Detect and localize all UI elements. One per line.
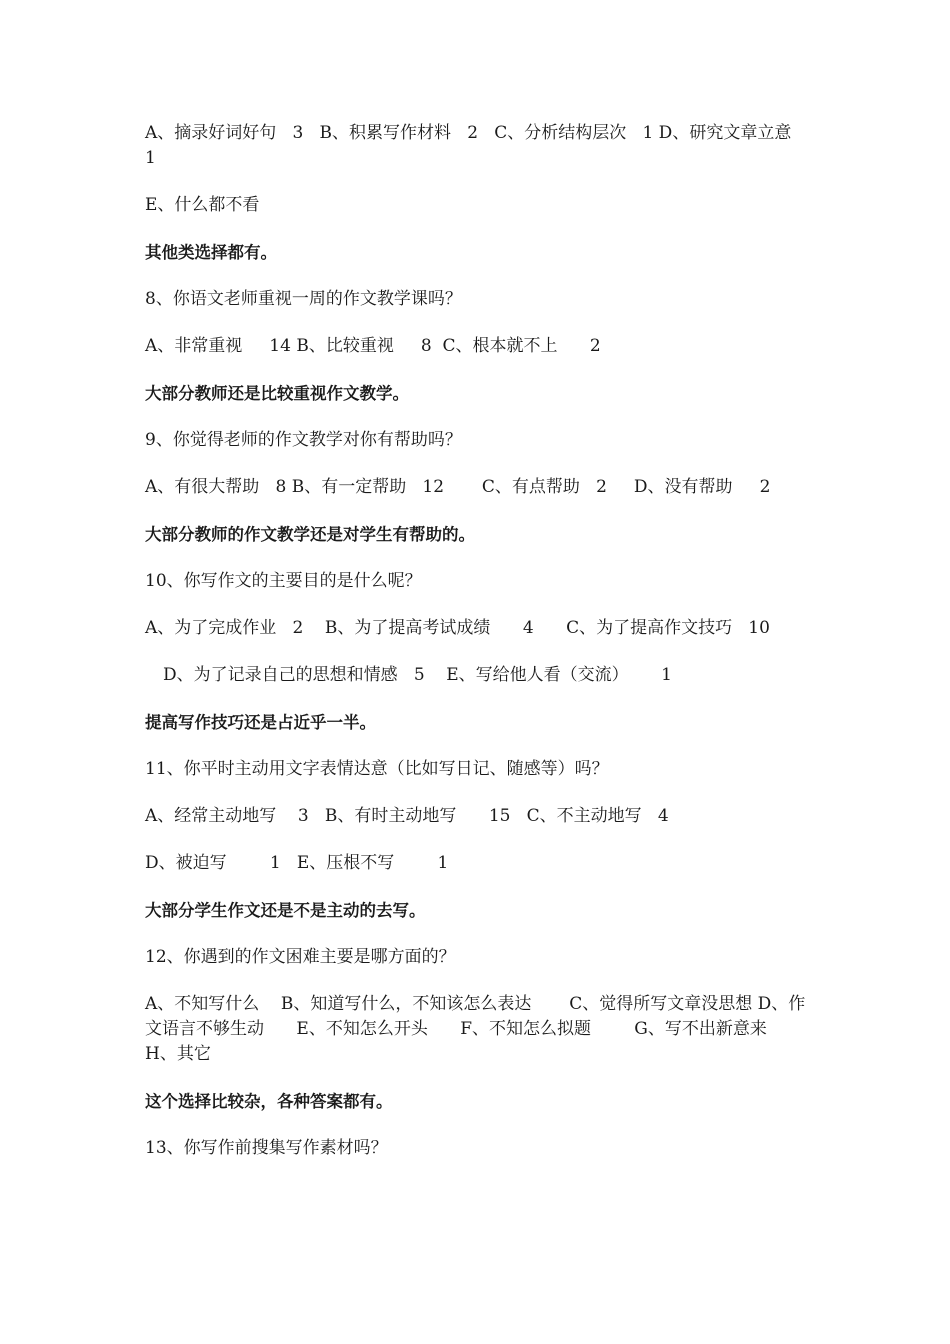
question-9: 9、你觉得老师的作文教学对你有帮助吗？ bbox=[145, 430, 462, 450]
paragraph-options-reading: A、摘录好词好句 3 B、积累写作材料 2 C、分析结构层次 1 D、研究文章立意 1 bbox=[145, 123, 808, 168]
paragraph-option-e: E、什么都不看 bbox=[145, 195, 260, 215]
options-question-12: A、不知写什么 B、知道写什么，不知该怎么表达 C、觉得所写文章没思想 D、作文语言不够生动 E、不知怎么开头 F、不知怎么拟题 G、写不出新意来 H、其它 bbox=[145, 994, 806, 1064]
question-11: 11、你平时主动用文字表情达意（比如写日记、随感等）吗？ bbox=[145, 759, 609, 779]
options-question-9: A、有很大帮助 8 B、有一定帮助 12 C、有点帮助 2 D、没有帮助 2 bbox=[145, 477, 771, 497]
question-12: 12、你遇到的作文困难主要是哪方面的？ bbox=[145, 947, 456, 967]
summary-question-10: 提高写作技巧还是占近乎一半。 bbox=[145, 713, 376, 732]
summary-question-8: 大部分教师还是比较重视作文教学。 bbox=[145, 384, 409, 403]
summary-reading: 其他类选择都有。 bbox=[145, 243, 277, 262]
summary-question-9: 大部分教师的作文教学还是对学生有帮助的。 bbox=[145, 525, 475, 544]
question-10: 10、你写作文的主要目的是什么呢？ bbox=[145, 571, 422, 591]
document-page bbox=[145, 121, 810, 1183]
options-question-10-a-c: A、为了完成作业 2 B、为了提高考试成绩 4 C、为了提高作文技巧 10 bbox=[145, 618, 770, 638]
options-question-11-d-e: D、被迫写 1 E、压根不写 1 bbox=[145, 853, 449, 873]
summary-question-12: 这个选择比较杂，各种答案都有。 bbox=[145, 1092, 393, 1111]
question-8: 8、你语文老师重视一周的作文教学课吗？ bbox=[145, 289, 462, 309]
options-question-11-a-c: A、经常主动地写 3 B、有时主动地写 15 C、不主动地写 4 bbox=[145, 806, 669, 826]
options-question-8: A、非常重视 14 B、比较重视 8 C、根本就不上 2 bbox=[145, 336, 601, 356]
options-question-10-d-e: D、为了记录自己的思想和情感 5 E、写给他人看（交流） 1 bbox=[163, 665, 672, 685]
summary-question-11: 大部分学生作文还是不是主动的去写。 bbox=[145, 901, 426, 920]
question-13: 13、你写作前搜集写作素材吗？ bbox=[145, 1138, 388, 1158]
